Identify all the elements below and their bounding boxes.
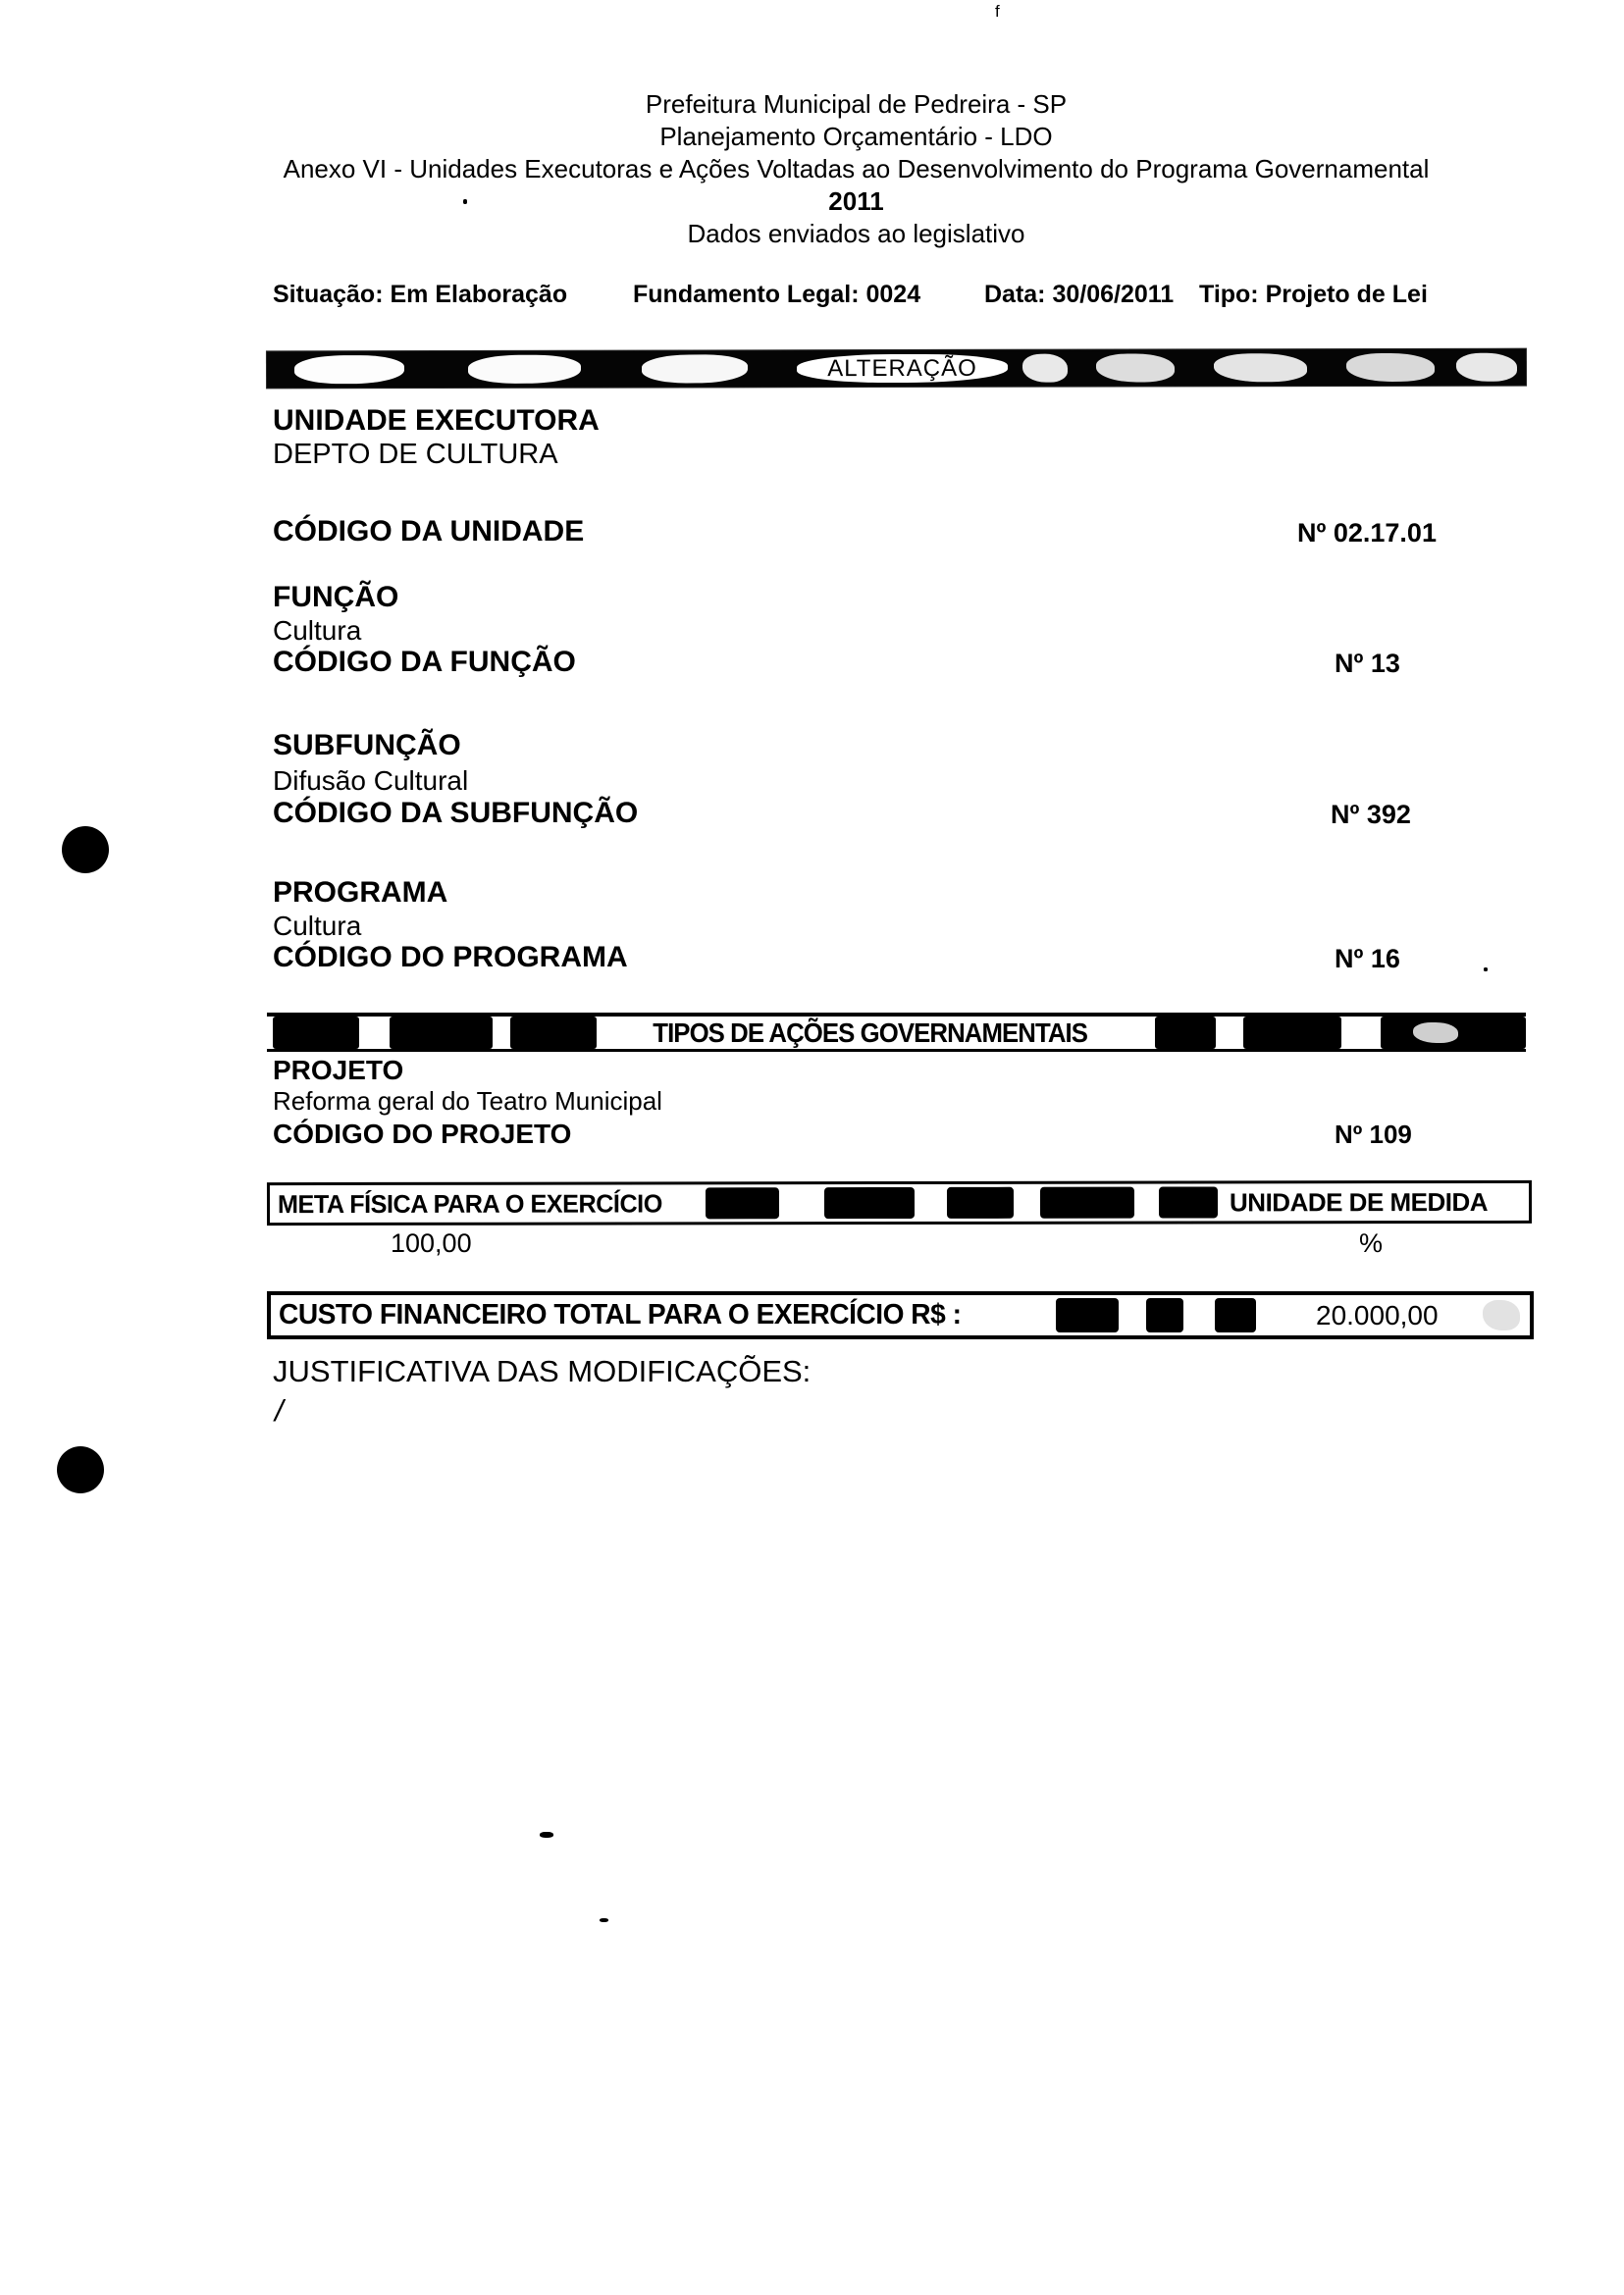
header-note: Dados enviados ao legislativo [687,219,1025,248]
banner-alteracao-label-area [797,354,1008,383]
banner-custo-value-area [1316,1295,1439,1335]
custo-financeiro-value: 20.000,00 [1316,1299,1439,1330]
scan-speck [1484,967,1488,971]
programa-label: PROGRAMA [273,876,448,909]
justificativa-value: / [275,1393,284,1428]
scan-artifact [1413,1022,1458,1043]
status-tipo: Tipo: Projeto de Lei [1199,281,1428,308]
banner-custo-label-area [279,1295,982,1335]
hole-punch-mark [62,826,109,873]
scan-artifact [1483,1300,1520,1330]
header-doc-type: Planejamento Orçamentário - LDO [659,122,1053,151]
banner-meta-fisica-label-area [278,1184,674,1223]
codigo-unidade-label: CÓDIGO DA UNIDADE [273,515,585,548]
banner-meta-fisica [267,1180,1532,1226]
scan-artifact [642,354,748,383]
status-situacao: Situação: Em Elaboração [273,281,568,308]
scan-artifact [1243,1017,1341,1049]
banner-tipos-acoes-label: TIPOS DE AÇÕES GOVERNAMENTAIS [653,1017,1088,1048]
banner-unidade-medida-label-area [1230,1183,1488,1221]
scan-speck [463,199,467,204]
header-annex-title: Anexo VI - Unidades Executoras e Ações Voltadas ao Desenvolvimento do Programa Governamental [283,154,1430,183]
codigo-programa-label: CÓDIGO DO PROGRAMA [273,941,628,973]
scan-artifact [947,1187,1014,1219]
scan-artifact [824,1187,915,1219]
banner-unidade-medida-label: UNIDADE DE MEDIDA [1229,1186,1489,1217]
justificativa-label: JUSTIFICATIVA DAS MODIFICAÇÕES: [273,1354,812,1388]
scan-speck-glyph: f [995,2,1000,21]
scan-artifact [294,355,404,384]
unidade-medida-value: % [1359,1228,1384,1258]
scan-artifact [1146,1298,1183,1332]
banner-alteracao [267,349,1526,389]
status-fundamento-legal: Fundamento Legal: 0024 [633,281,921,308]
scan-artifact [1159,1186,1218,1218]
scan-artifact [510,1017,597,1049]
codigo-programa-value: Nº 16 [1335,944,1400,973]
scan-artifact [1056,1298,1119,1332]
codigo-funcao-value: Nº 13 [1335,649,1400,678]
funcao-label: FUNÇÃO [273,581,399,613]
scan-artifact [1215,1298,1256,1332]
scan-artifact [1022,354,1068,383]
scan-artifact [468,355,581,384]
banner-custo-financeiro [267,1291,1534,1339]
projeto-label: PROJETO [273,1055,404,1085]
scan-artifact [273,1017,359,1049]
scan-speck [600,1918,608,1922]
projeto-value: Reforma geral do Teatro Municipal [273,1086,662,1116]
unidade-executora-value: DEPTO DE CULTURA [273,439,558,470]
funcao-value: Cultura [273,615,362,646]
banner-tipos-acoes [267,1013,1526,1052]
banner-custo-label: CUSTO FINANCEIRO TOTAL PARA O EXERCÍCIO R$ : [279,1299,962,1330]
scan-artifact [1155,1017,1216,1049]
scan-artifact [1346,353,1435,382]
codigo-projeto-label: CÓDIGO DO PROJETO [273,1119,572,1149]
scan-speck [540,1832,553,1838]
codigo-subfuncao-value: Nº 392 [1331,800,1411,829]
header-org-name: Prefeitura Municipal de Pedreira - SP [645,89,1068,119]
subfuncao-value: Difusão Cultural [273,765,469,796]
scan-artifact [706,1187,779,1219]
codigo-projeto-value: Nº 109 [1335,1120,1412,1149]
banner-alteracao-label: ALTERAÇÃO [827,354,977,382]
scan-artifact [1040,1187,1134,1219]
programa-value: Cultura [273,911,362,941]
codigo-funcao-label: CÓDIGO DA FUNÇÃO [273,646,576,678]
subfuncao-label: SUBFUNÇÃO [273,729,461,761]
meta-fisica-value: 100,00 [391,1228,472,1258]
unidade-executora-label: UNIDADE EXECUTORA [273,404,600,437]
header-year: 2011 [828,186,884,216]
hole-punch-mark [57,1446,104,1493]
scan-artifact [1456,353,1517,382]
banner-tipos-acoes-label-area [610,1017,1130,1049]
document-header [88,88,1624,250]
status-data: Data: 30/06/2011 [984,281,1175,308]
banner-meta-fisica-label: META FÍSICA PARA O EXERCÍCIO [277,1187,662,1219]
scan-artifact [1214,353,1307,382]
codigo-subfuncao-label: CÓDIGO DA SUBFUNÇÃO [273,797,639,829]
codigo-unidade-value: Nº 02.17.01 [1297,518,1437,548]
scan-artifact [1096,353,1175,382]
scan-artifact [390,1017,493,1049]
